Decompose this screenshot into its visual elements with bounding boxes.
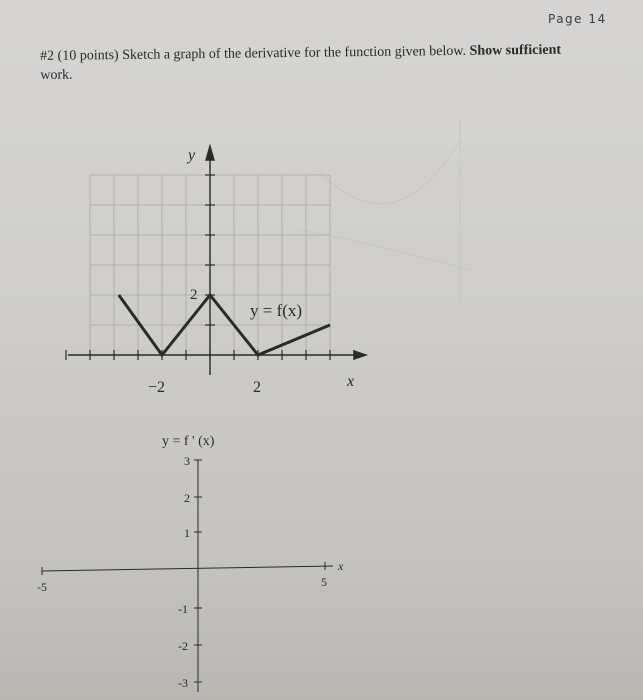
f-x-arrow-icon: [354, 351, 366, 359]
fprime-x-axis-label: x: [338, 559, 344, 573]
fprime-tick-label-neg1: -1: [178, 602, 188, 616]
f-function-label: y = f(x): [250, 301, 303, 320]
problem-number: #2: [40, 48, 55, 64]
fprime-function-label: y = f ' (x): [162, 434, 215, 449]
fprime-tick-label-pos5: 5: [321, 575, 327, 589]
fprime-tick-label-2: 2: [184, 491, 190, 505]
f-y-arrow-icon: [206, 146, 214, 160]
f-x-axis-label: x: [347, 373, 355, 390]
fprime-tick-label-1: 1: [184, 526, 190, 540]
f-tick-label-neg2: −2: [148, 379, 166, 396]
fprime-tick-label-neg5: -5: [37, 580, 47, 594]
f-y-axis-label: y: [188, 147, 196, 164]
page-number: Page 14: [548, 12, 607, 26]
problem-continuation: work.: [40, 67, 73, 83]
problem-points: (10 points): [57, 48, 119, 64]
fprime-tick-label-3: 3: [184, 454, 190, 468]
fprime-x-axis: [42, 566, 333, 571]
f-axes: [68, 146, 366, 375]
fprime-tick-label-neg2: -2: [178, 639, 188, 653]
bleed-through-marks: [300, 120, 470, 300]
f-tick-label-y2: 2: [190, 287, 198, 303]
fprime-tick-label-neg3: -3: [178, 676, 188, 690]
problem-bold-text: Show sufficient: [469, 42, 562, 59]
f-tick-label-2: 2: [253, 379, 261, 396]
problem-text: Sketch a graph of the derivative for the function given below.: [122, 43, 467, 63]
